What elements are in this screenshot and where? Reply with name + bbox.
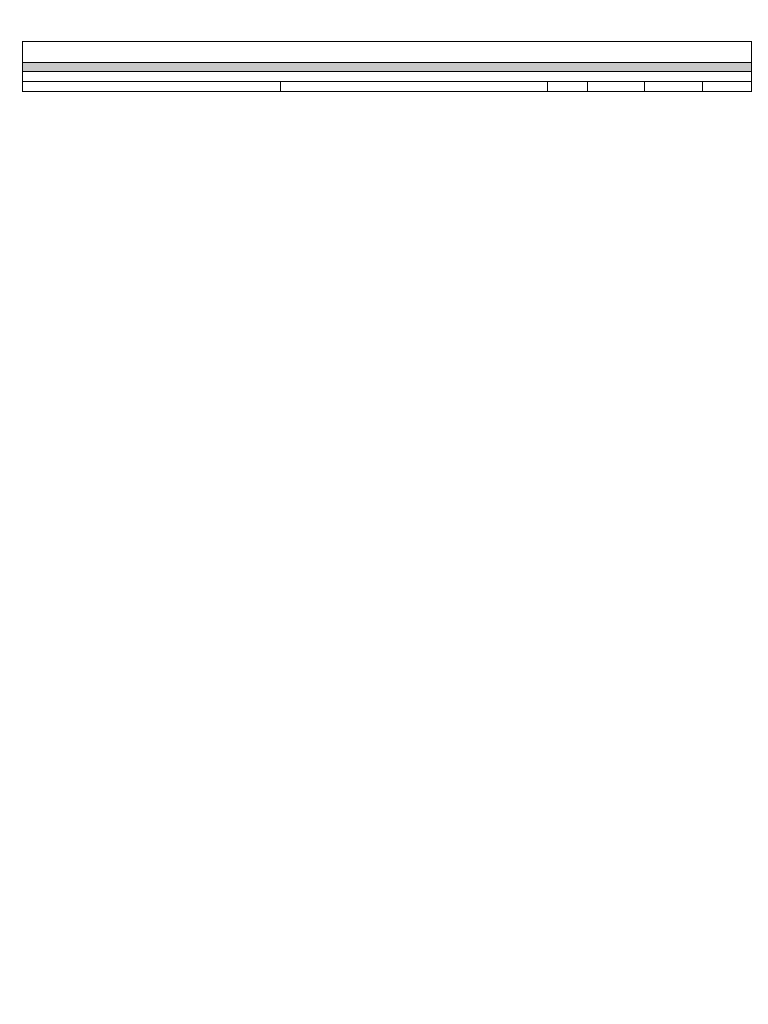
gray-separator bbox=[23, 63, 752, 72]
header-nao-aplica bbox=[645, 82, 703, 92]
checklist-page-1 bbox=[22, 41, 751, 92]
section-title-a bbox=[23, 72, 752, 82]
page-title bbox=[23, 42, 752, 63]
header-atendido bbox=[548, 82, 588, 92]
header-nao-atendido bbox=[588, 82, 645, 92]
header-itens bbox=[23, 82, 281, 92]
checklist-table-top bbox=[22, 41, 752, 92]
header-observacao bbox=[281, 82, 548, 92]
header-justificativa bbox=[703, 82, 752, 92]
